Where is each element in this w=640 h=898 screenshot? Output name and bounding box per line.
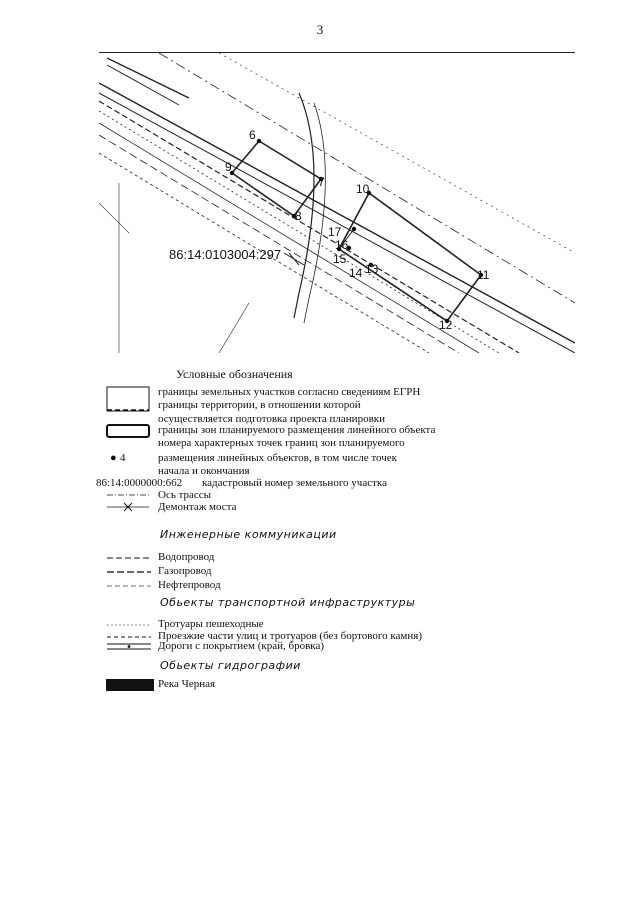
point-label: 10 (356, 182, 370, 196)
road-edge-line (99, 83, 575, 343)
point-label: 16 (335, 238, 349, 252)
river-symbol (106, 679, 154, 691)
legend-text: Дороги с покрытием (край, бровка) (158, 640, 324, 652)
page-number: 3 (316, 22, 324, 37)
boundary-point (352, 227, 356, 231)
point-label: 6 (249, 128, 256, 142)
legend-text: кадастровый номер земельного участка (202, 477, 387, 489)
territory-boundary-symbol (106, 406, 150, 414)
parcel-edge (219, 303, 249, 353)
legend-text: размещения линейных объектов, в том числе точек (158, 452, 398, 464)
point-label: 17 (328, 225, 342, 239)
gas-pipe-symbol (106, 568, 152, 576)
point-label: 11 (477, 268, 490, 282)
legend-text: Ось трассы (158, 489, 212, 501)
legend-text: Демонтаж моста (158, 501, 237, 513)
paved-road-symbol (106, 641, 152, 651)
legend-text: границы зон планируемого размещения линейного объекта (158, 424, 436, 436)
map-fragment (99, 52, 575, 353)
legend-text: Газопровод (158, 565, 212, 577)
cadastral-example: 86:14:0000000:662 (96, 477, 183, 489)
legend-text: Водопровод (158, 551, 215, 563)
road-edge-line (99, 93, 575, 353)
engineering-heading: Инженерные коммуникации (160, 528, 337, 541)
point-label: 14 (349, 266, 363, 280)
legend-text: Проезжие части улиц и тротуаров (без бортового камня) (158, 630, 422, 642)
cadastral-number-label: 86:14:0103004:297 (169, 247, 282, 262)
legend-text: границы территории, в отношении которой (158, 399, 361, 411)
legend-text: Нефтепровод (158, 579, 221, 591)
legend-text: начала и окончания (158, 465, 250, 477)
legend-title: Условные обозначения (176, 367, 293, 381)
water-pipe-symbol (106, 554, 152, 562)
point-label: 8 (295, 209, 302, 223)
bridge-demolition-symbol (106, 502, 150, 512)
map-svg (99, 53, 575, 353)
point-label: 12 (439, 318, 453, 332)
point-symbol-icon: ● (110, 452, 117, 464)
sidewalk-symbol (106, 621, 152, 629)
point-label: 15 (333, 252, 347, 266)
road-line (99, 123, 479, 353)
sidewalk-line (99, 111, 499, 353)
parcel-edge (107, 65, 179, 105)
legend-text: номера характерных точек границ зон планируемого (158, 437, 405, 449)
transport-heading: Обьекты транспортной инфраструктуры (160, 596, 416, 609)
point-label: 9 (225, 160, 232, 174)
planned-zone-boundary (232, 141, 321, 216)
point-label: 7 (318, 175, 325, 189)
route-axis-symbol (106, 491, 150, 499)
point-symbol-number: 4 (120, 452, 126, 464)
oil-pipe-symbol (106, 582, 152, 590)
utility-line (99, 101, 519, 353)
road-line (99, 135, 459, 353)
bridge-contour (304, 103, 325, 323)
legend-text: границы земельных участков согласно сведениям ЕГРН (158, 386, 421, 398)
legend-text: Тротуары пешеходные (158, 618, 264, 630)
hydro-heading: Обьекты гидрографии (160, 659, 301, 672)
parcel-edge (99, 203, 129, 233)
planned-zone-symbol (106, 424, 150, 438)
roadway-symbol (106, 633, 152, 641)
point-label: 13 (365, 262, 379, 276)
planned-zone-boundary (339, 193, 481, 321)
boundary-point (257, 139, 261, 143)
dotted-line (219, 53, 575, 253)
legend-text: осуществляется подготовка проекта планировки (158, 413, 385, 425)
legend-text: Река Черная (158, 678, 216, 690)
